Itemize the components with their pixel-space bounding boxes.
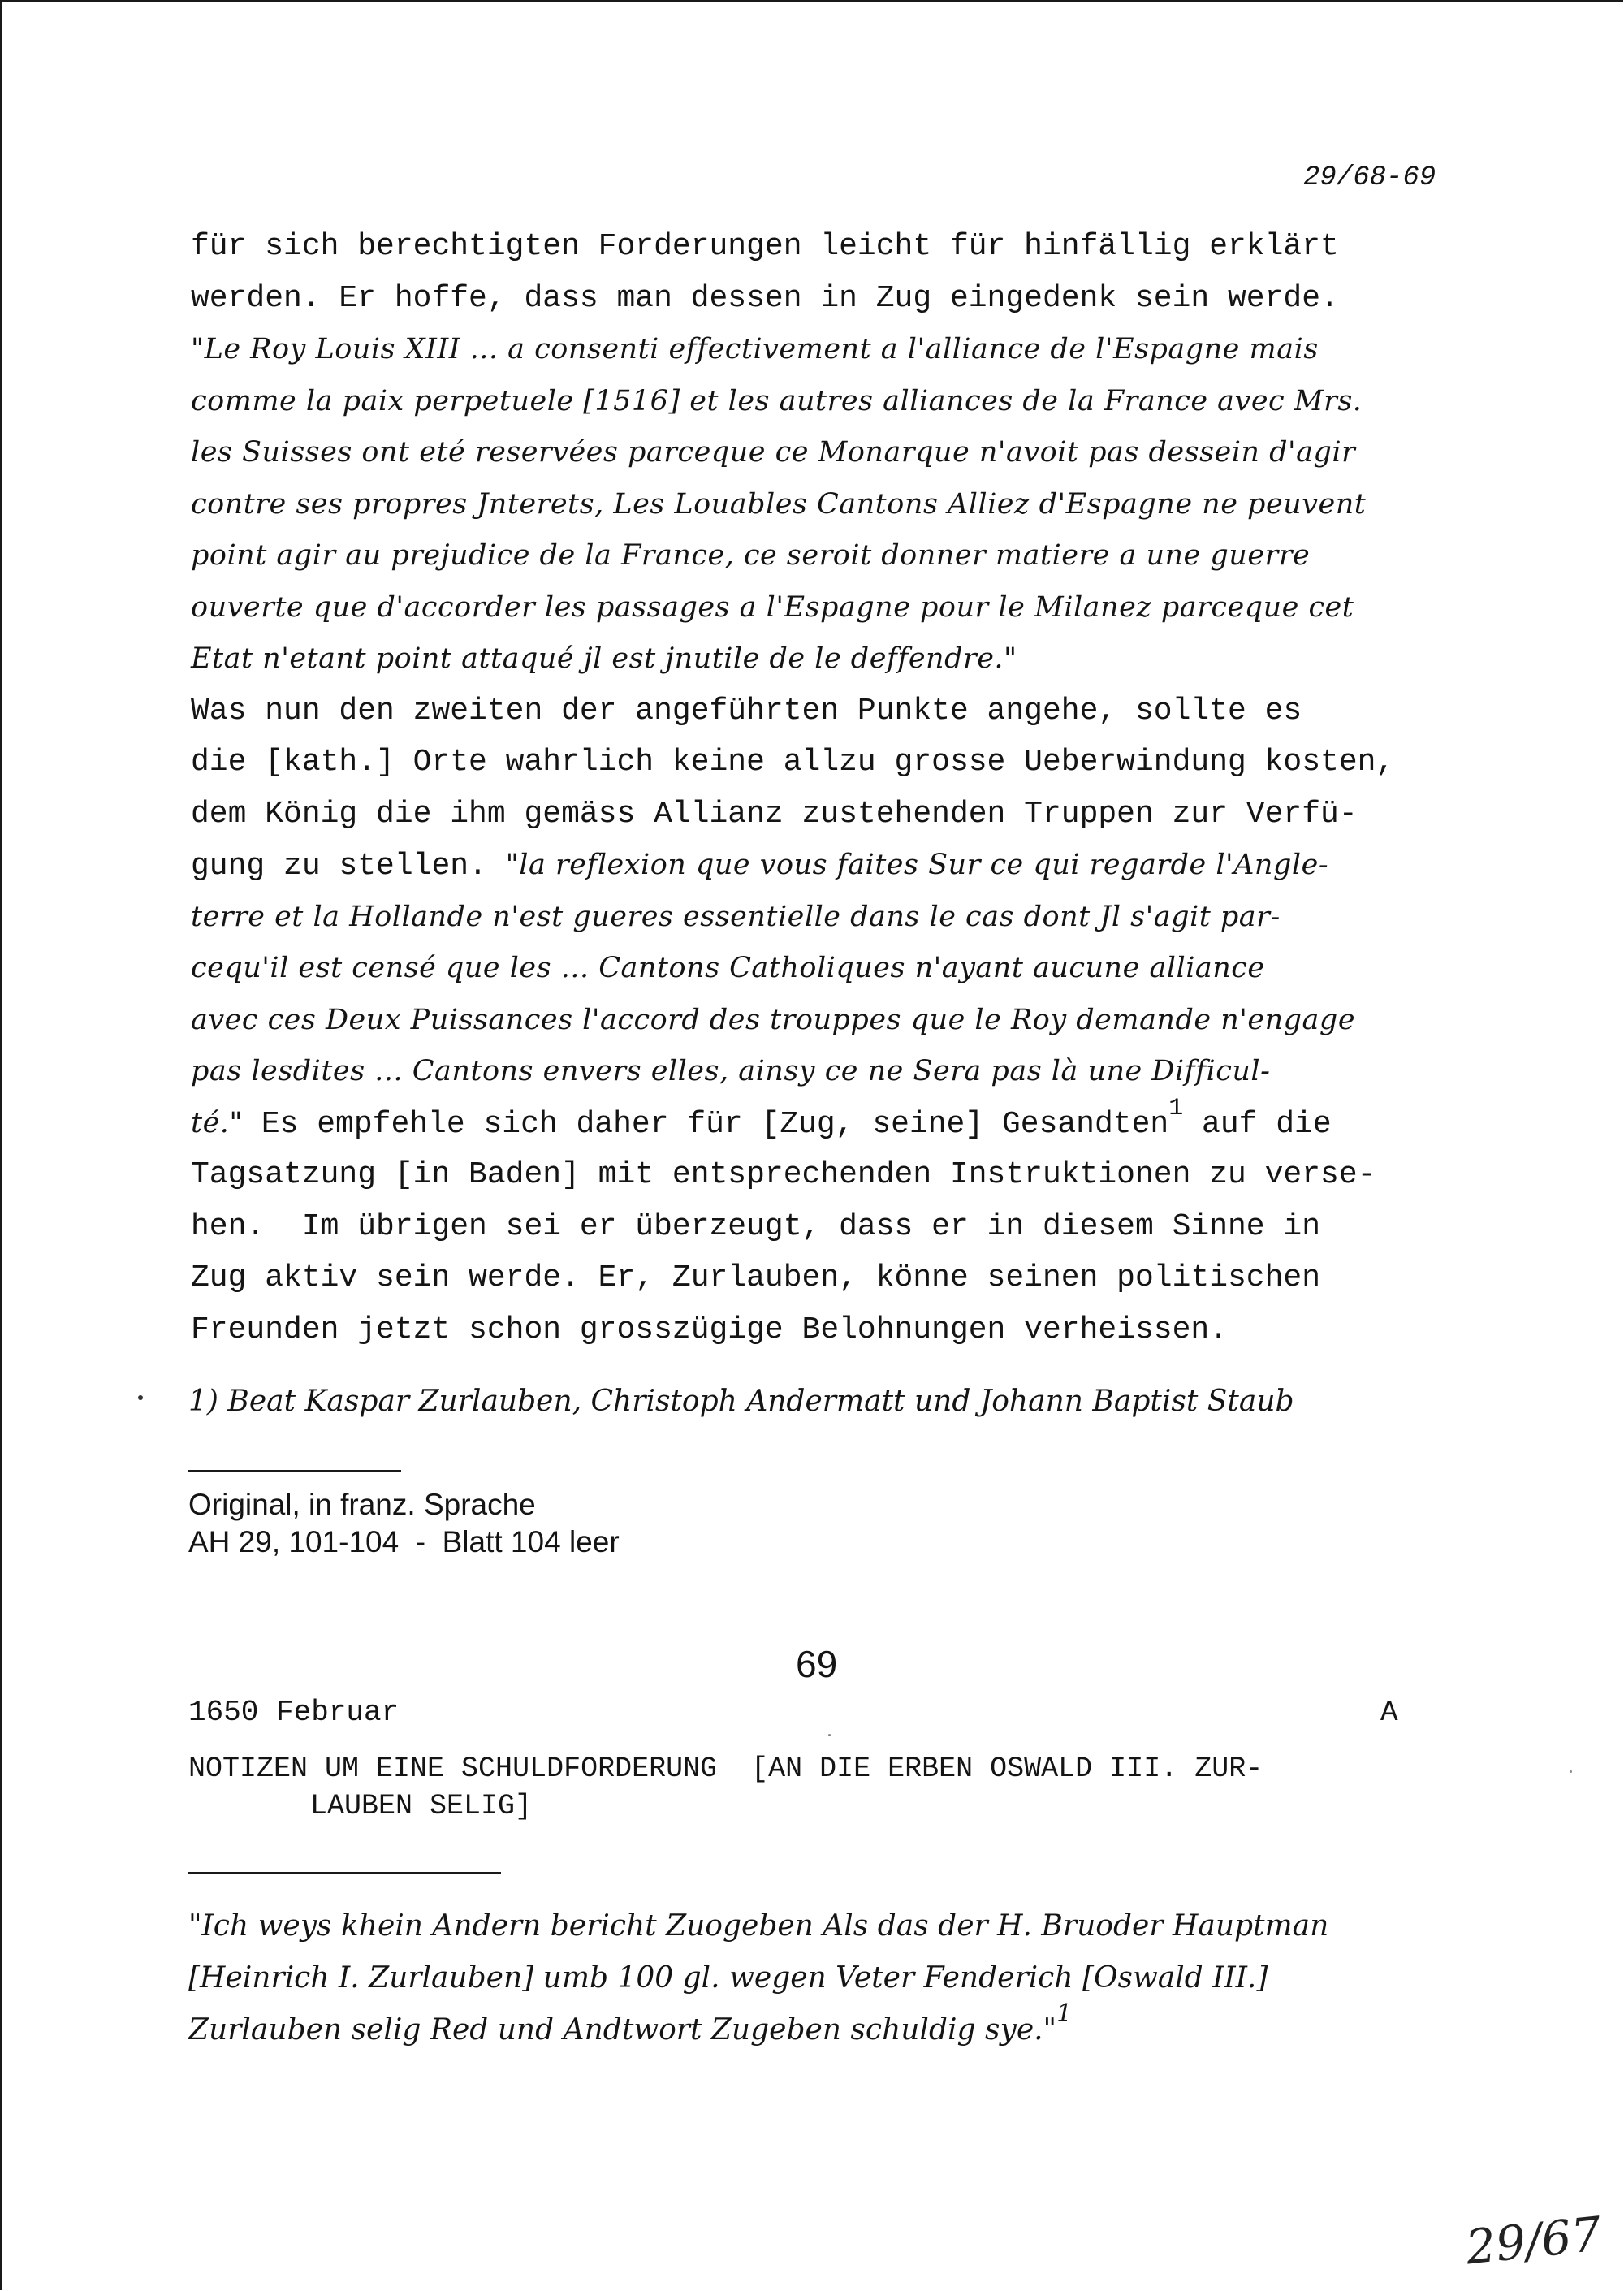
text-line xyxy=(191,221,1394,273)
body-text: die [kath.] Orte wahrlich keine allzu grosse Ueberwindung kosten, xyxy=(191,745,1395,780)
text-line xyxy=(191,1094,1394,1150)
margin-dot xyxy=(138,1395,143,1400)
page-reference: 29/68-69 xyxy=(1303,162,1436,193)
text-line xyxy=(191,582,1394,634)
quote-line xyxy=(188,1999,1328,2058)
quoted-text: pas lesdites ... Cantons envers elles, ainsy ce ne Sera pas là une Difficul- xyxy=(191,1055,1271,1087)
quote-footnote-mark: 1 xyxy=(1056,1999,1073,2028)
text-line xyxy=(191,1149,1394,1201)
document-category: A xyxy=(1380,1696,1398,1729)
text-line xyxy=(191,1304,1394,1356)
document-title xyxy=(188,1750,1263,1825)
body-text: Was nun den zweiten der angeführten Punkte angehe, sollte es xyxy=(191,693,1302,728)
scan-speck xyxy=(1570,1770,1572,1773)
text-line xyxy=(191,789,1394,841)
quote-line: [Heinrich I. Zurlauben] umb 100 gl. wegen Veter Fenderich [Oswald III.] xyxy=(188,1961,1268,1995)
quoted-text: "la reflexion que vous faites Sur ce qui regarde l'Angle- xyxy=(505,849,1329,881)
quoted-text: point agir au prejudice de la France, ce seroit donner matiere a une guerre xyxy=(191,539,1311,572)
text-line xyxy=(191,633,1394,685)
scan-speck xyxy=(828,1734,831,1736)
document-title-line2: LAUBEN SELIG] xyxy=(310,1790,533,1822)
quote-line: "Ich weys khein Andern bericht Zuogeben Als das der H. Bruoder Hauptman xyxy=(188,1909,1329,1943)
quoted-text: cequ'il est censé que les ... Cantons Catholiques n'ayant aucune alliance xyxy=(191,952,1265,984)
body-text: für sich berechtigten Forderungen leicht für hinfällig erklärt xyxy=(191,229,1339,264)
title-divider xyxy=(188,1872,501,1874)
quote-line-text: Zurlauben selig Red und Andtwort Zugeben schuldig sye." xyxy=(188,2013,1057,2047)
text-line xyxy=(191,479,1394,531)
body-text: gung zu stellen. xyxy=(191,849,506,884)
body-text: Freunden jetzt schon grosszügige Belohnungen verheissen. xyxy=(191,1312,1229,1347)
text-line xyxy=(191,840,1394,892)
quoted-text: les Suisses ont eté reservées parceque ce Monarque n'avoit pas dessein d'agir xyxy=(191,436,1356,469)
text-line xyxy=(191,1252,1394,1304)
text-line xyxy=(191,892,1394,944)
quoted-text: terre et la Hollande n'est gueres essentielle dans le cas dont Jl s'agit par- xyxy=(191,900,1281,933)
body-text: dem König die ihm gemäss Allianz zustehenden Truppen zur Verfü- xyxy=(191,796,1358,832)
body-text: hen. Im übrigen sei er überzeugt, dass er in diesem Sinne in xyxy=(191,1208,1321,1244)
quoted-text: té." xyxy=(191,1106,244,1139)
quoted-text: comme la paix perpetuele [1516] et les autres alliances de la France avec Mrs. xyxy=(191,384,1363,417)
quotation-block xyxy=(188,1900,1328,2058)
document-title-line1: NOTIZEN UM EINE SCHULDFORDERUNG [AN DIE ERBEN OSWALD III. ZUR- xyxy=(188,1753,1263,1785)
text-line xyxy=(191,1046,1394,1098)
provenance xyxy=(188,1486,620,1561)
text-line xyxy=(191,995,1394,1047)
provenance-archive: AH 29, 101-104 - Blatt 104 leer xyxy=(188,1525,620,1558)
text-line xyxy=(191,376,1394,428)
text-line xyxy=(191,1201,1394,1253)
footnote: 1) Beat Kaspar Zurlauben, Christoph Andermatt und Johann Baptist Staub xyxy=(188,1385,1294,1418)
text-line xyxy=(191,737,1394,789)
quoted-text: ouverte que d'accorder les passages a l'Espagne pour le Milanez parceque cet xyxy=(191,590,1354,624)
provenance-original: Original, in franz. Sprache xyxy=(188,1488,536,1521)
quoted-text: "Le Roy Louis XIII ... a consenti effectivement a l'alliance de l'Espagne mais xyxy=(191,333,1319,365)
handwritten-page-number: 29/67 xyxy=(1462,2206,1605,2276)
footnote-mark: 1 xyxy=(1168,1094,1184,1122)
text-line xyxy=(191,273,1394,325)
body-text: Es empfehle sich daher für [Zug, seine] Gesandten xyxy=(243,1106,1169,1142)
main-text-block xyxy=(191,221,1394,1355)
body-text: Tagsatzung [in Baden] mit entsprechenden Instruktionen zu verse- xyxy=(191,1157,1376,1192)
text-line xyxy=(191,324,1394,376)
text-line xyxy=(191,530,1394,582)
document-date: 1650 Februar xyxy=(188,1696,400,1729)
text-line xyxy=(191,943,1394,995)
body-text: Zug aktiv sein werde. Er, Zurlauben, könne seinen politischen xyxy=(191,1260,1321,1295)
text-line xyxy=(191,427,1394,479)
quoted-text: contre ses propres Jnterets, Les Louables Cantons Alliez d'Espagne ne peuvent xyxy=(191,487,1367,521)
quoted-text: avec ces Deux Puissances l'accord des trouppes que le Roy demande n'engage xyxy=(191,1003,1356,1036)
quoted-text: Etat n'etant point attaqué jl est jnutile de le deffendre." xyxy=(191,642,1017,675)
document-number: 69 xyxy=(796,1643,838,1685)
text-line xyxy=(191,685,1394,737)
body-text: auf die xyxy=(1183,1106,1332,1142)
footnote-divider xyxy=(188,1470,401,1472)
body-text: werden. Er hoffe, dass man dessen in Zug eingedenk sein werde. xyxy=(191,280,1339,316)
